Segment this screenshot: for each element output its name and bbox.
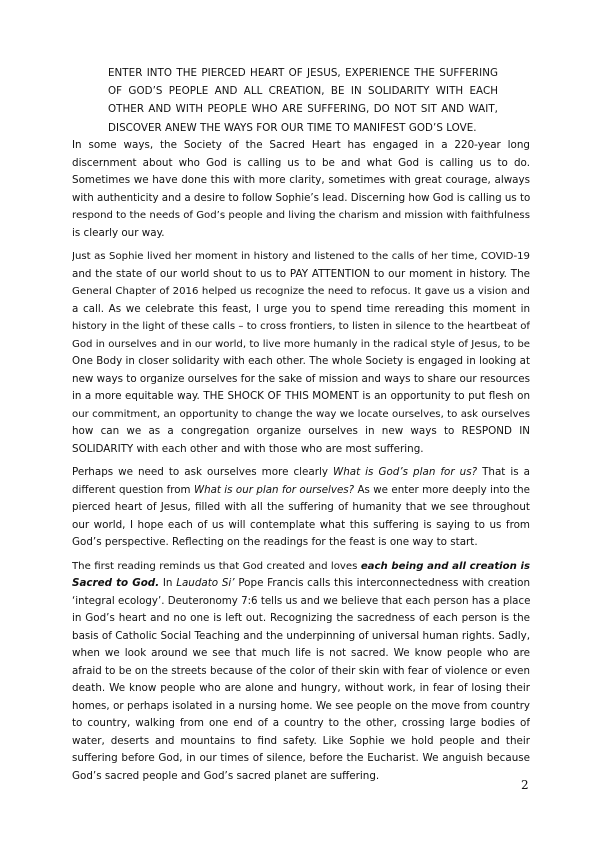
text-line: new ways to organize ourselves for the sake of mission and ways to share our resources <box>72 372 530 385</box>
text-line: basis of Catholic Social Teaching and the underpinning of universal human rights. Sadly, <box>72 629 530 642</box>
text-line: history in the light of these calls – to cross frontiers, to listen in silence to the heartbeat of <box>72 321 530 332</box>
text-line: water, deserts and mountains to find safety. Like Sophie we hold people and their <box>72 734 530 747</box>
text-line: respond to the needs of God’s people and living the charism and mission with faithfulness <box>72 210 530 221</box>
text-line: General Chapter of 2016 helped us recognize the need to refocus. It gave us a vision and <box>72 286 530 297</box>
text-line: is clearly our way. <box>72 226 165 239</box>
quote-line: ENTER INTO THE PIERCED HEART OF JESUS, EXPERIENCE THE SUFFERING <box>108 67 498 79</box>
emphasis-phrase: each being and all creation is <box>360 560 530 572</box>
text-line <box>72 464 530 482</box>
text-line: our commitment, an opportunity to change the way we locate ourselves, to ask ourselves <box>72 408 530 420</box>
paragraph-gods-plan <box>72 464 530 552</box>
block-quote <box>108 64 498 137</box>
quote-line: OF GOD’S PEOPLE AND ALL CREATION, BE IN SOLIDARITY WITH EACH <box>108 85 498 98</box>
text-line: homes, or perhaps isolated in a nursing home. We see people on the move from country <box>72 699 530 712</box>
text-run: Pope Francis calls this interconnectedness with creation <box>234 577 530 589</box>
paragraph-covid <box>72 248 530 458</box>
text-line: suffering before God, in our times of silence, before the Eucharist. We anguish because <box>72 752 530 764</box>
text-run: As we enter more deeply into the <box>354 483 530 496</box>
text-line: Sometimes we have done this with more clarity, sometimes with great courage, always <box>72 174 530 186</box>
text-line: SOLIDARITY with each other and with those who are most suffering. <box>72 442 424 455</box>
text-run: That is a <box>477 466 530 478</box>
text-line: discernment about who God is calling us to be and what God is calling us to do. <box>72 156 530 169</box>
text-line: pierced heart of Jesus, filled with all the suffering of humanity that we see throughout <box>72 501 530 513</box>
quote-line: OTHER AND WITH PEOPLE WHO ARE SUFFERING, DO NOT SIT AND WAIT, <box>108 103 498 116</box>
text-line: One Body in closer solidarity with each other. The whole Society is engaged in looking at <box>72 355 530 367</box>
text-line: to country, walking from one end of a country to the other, crossing large bodies of <box>72 717 530 729</box>
text-line <box>72 575 530 593</box>
text-line: in God’s heart and no one is left out. Recognizing the sacredness of each person is the <box>72 612 530 624</box>
italic-question: What is God’s plan for us? <box>332 466 478 478</box>
text-line: God’s sacred people and God’s sacred planet are suffering. <box>72 769 380 782</box>
text-line: a call. As we celebrate this feast, I urge you to spend time rereading this moment in <box>72 302 530 315</box>
text-line: when we look around we see that much life is not sacred. We know people who are <box>72 647 530 659</box>
text-line: In some ways, the Society of the Sacred Heart has engaged in a 220-year long <box>72 139 530 151</box>
text-run: The first reading reminds us that God created and loves <box>72 560 361 572</box>
text-line: ‘integral ecology’. Deuteronomy 7:6 tells us and we believe that each person has a place <box>72 594 530 607</box>
text-line: our world, I hope each of us will contemplate what this suffering is saying to us from <box>72 518 530 531</box>
text-line: and the state of our world shout to us to PAY ATTENTION to our moment in history. The <box>72 267 530 280</box>
page-number: 2 <box>521 778 529 792</box>
paragraph-discernment <box>72 137 530 242</box>
text-line: Just as Sophie lived her moment in history and listened to the calls of her time, COVID-19 <box>72 251 530 262</box>
text-run: different question from <box>72 483 194 496</box>
encyclical-title: Laudato Si’ <box>176 577 235 589</box>
text-line <box>72 482 530 500</box>
text-run: In <box>159 577 177 589</box>
quote-line: DISCOVER ANEW THE WAYS FOR OUR TIME TO MANIFEST GOD’S LOVE. <box>108 121 477 134</box>
text-line: afraid to be on the streets because of the color of their skin with fear of violence or even <box>72 664 530 677</box>
text-line: with authenticity and a desire to follow Sophie’s lead. Discerning how God is calling us to <box>72 191 530 204</box>
body-text <box>72 137 530 791</box>
text-line: God in ourselves and in our world, to live more humanly in the radical style of Jesus, to be <box>72 338 530 350</box>
text-line: God’s perspective. Reflecting on the readings for the feast is one way to start. <box>72 536 478 548</box>
text-line: how can we as a congregation organize ourselves in new ways to RESPOND IN <box>72 425 530 437</box>
text-line: death. We know people who are alone and hungry, without work, in fear of losing their <box>72 682 530 694</box>
text-line <box>72 558 530 576</box>
text-run: Perhaps we need to ask ourselves more clearly <box>72 466 333 478</box>
paragraph-first-reading <box>72 558 530 786</box>
text-line: in a more equitable way. THE SHOCK OF THIS MOMENT is an opportunity to put flesh on <box>72 390 530 402</box>
emphasis-phrase: Sacred to God. <box>72 577 160 589</box>
italic-question: What is our plan for ourselves? <box>193 483 355 496</box>
